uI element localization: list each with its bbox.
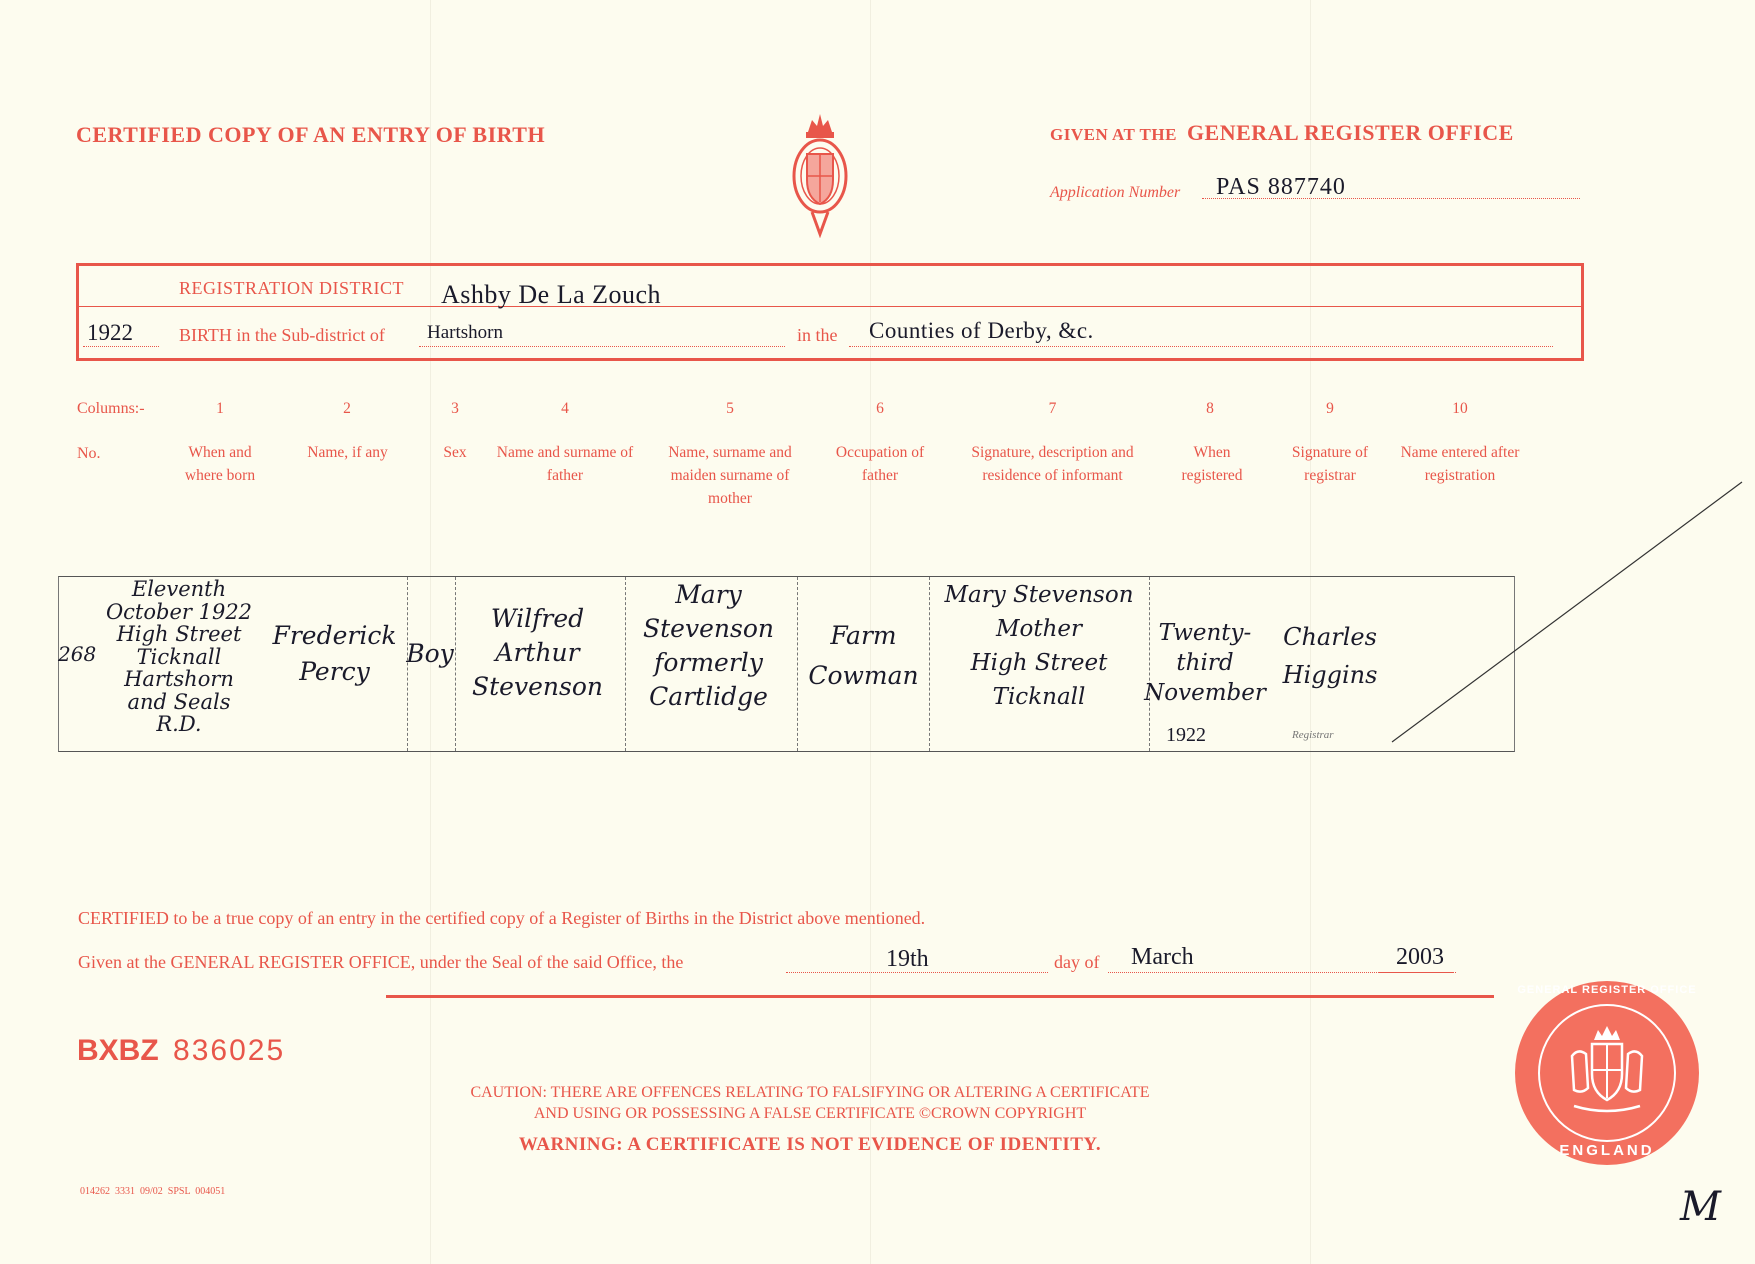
- informant-line-4: Ticknall: [992, 684, 1086, 710]
- occupation-line-1: Farm: [830, 621, 897, 650]
- day-of-label: day of: [1054, 952, 1100, 972]
- given-at-line: [1050, 120, 1514, 146]
- certificate-title: CERTIFIED COPY OF AN ENTRY OF BIRTH: [76, 122, 546, 147]
- column-header-1: When and where born: [184, 444, 256, 484]
- father-line-2: Arthur: [495, 638, 580, 667]
- informant-line-3: High Street: [970, 650, 1108, 676]
- seal-top-text: GENERAL REGISTER OFFICE: [1517, 984, 1697, 996]
- handwritten-annotation: M: [1680, 1184, 1721, 1230]
- registered-line-3: November: [1144, 680, 1266, 706]
- column-number-2: 2: [343, 400, 351, 417]
- certification-month: March: [1131, 944, 1194, 970]
- caution-line-2: AND USING OR POSSESSING A FALSE CERTIFICATE ©CROWN COPYRIGHT: [533, 1105, 1087, 1122]
- entry-occupation: [796, 616, 931, 696]
- registered-line-2: third: [1176, 650, 1234, 676]
- column-number-9: 9: [1326, 400, 1334, 417]
- subdistrict-value: Hartshorn: [427, 322, 503, 343]
- county-dots: [849, 346, 1553, 347]
- registrar-line-2: Higgins: [1282, 661, 1378, 689]
- column-header-4: Name and surname of father: [496, 444, 634, 484]
- cancellation-line: [1390, 480, 1750, 750]
- entry-sex: Boy: [406, 639, 454, 668]
- serial-prefix: BXBZ: [77, 1034, 159, 1067]
- application-row: [1050, 176, 1580, 202]
- subdistrict-dots: [419, 346, 785, 347]
- column-number-4: 4: [561, 400, 569, 417]
- given-prefix: Given at the GENERAL REGISTER OFFICE, under the Seal of the said Office, the: [78, 952, 684, 972]
- entry-informant: [930, 578, 1148, 714]
- in-the-label: in the: [797, 325, 838, 345]
- county-value: Counties of Derby, &c.: [869, 318, 1094, 343]
- when-line-5: Hartshorn: [124, 667, 234, 691]
- district-label: REGISTRATION DISTRICT: [179, 278, 404, 298]
- column-number-6: 6: [876, 400, 884, 417]
- column-header-7: Signature, description and residence of informant: [971, 444, 1134, 484]
- mother-line-3: formerly: [654, 648, 763, 677]
- when-line-2: October 1922: [105, 599, 253, 624]
- informant-line-2: Mother: [995, 616, 1083, 642]
- footer-code: 014262 3331 09/02 SPSL 004051: [80, 1186, 226, 1197]
- entry-name: [262, 618, 407, 690]
- column-header-9: Signature of registrar: [1291, 444, 1369, 484]
- name-line-2: Percy: [299, 657, 370, 686]
- registrar-caption: Registrar: [1292, 729, 1334, 741]
- when-line-4: Ticknall: [136, 644, 222, 669]
- name-line-1: Frederick: [272, 621, 397, 650]
- certification-year: 2003: [1396, 944, 1444, 970]
- entry-no: 268: [58, 642, 97, 666]
- mother-line-1: Mary: [675, 580, 742, 609]
- given-at-office: GENERAL REGISTER OFFICE: [1186, 120, 1514, 145]
- column-number-10: 10: [1452, 400, 1468, 417]
- serial-number: [77, 1034, 285, 1068]
- caution-line-1: CAUTION: THERE ARE OFFENCES RELATING TO FALSIFYING OR ALTERING A CERTIFICATE: [470, 1084, 1150, 1101]
- entry-registrar: [1265, 618, 1395, 694]
- certification-rule: [386, 995, 1494, 998]
- entry-mother: [626, 578, 791, 714]
- entry-father: [455, 602, 620, 704]
- father-line-3: Stevenson: [472, 672, 603, 701]
- district-box: [76, 263, 1584, 361]
- general-register-office-seal: [1512, 978, 1702, 1168]
- column-header-2: Name, if any: [307, 444, 388, 461]
- column-number-1: 1: [216, 400, 224, 417]
- certification-line-1: CERTIFIED to be a true copy of an entry in the certified copy of a Register of Births in the District above mentioned.: [78, 908, 926, 928]
- column-header-8: When registered: [1181, 444, 1243, 484]
- column-number-8: 8: [1206, 400, 1214, 417]
- when-line-7: R.D.: [156, 712, 202, 736]
- column-header-6: Occupation of father: [835, 444, 925, 484]
- subdistrict-label: BIRTH in the Sub-district of: [179, 325, 385, 345]
- occupation-line-2: Cowman: [808, 661, 919, 690]
- column-header-3: Sex: [443, 444, 467, 461]
- column-number-7: 7: [1048, 400, 1057, 417]
- district-divider: [79, 306, 1581, 307]
- certification-day: 19th: [886, 946, 929, 972]
- warning-line: WARNING: A CERTIFICATE IS NOT EVIDENCE OF IDENTITY.: [518, 1134, 1102, 1155]
- year-line: [1378, 972, 1456, 973]
- when-line-1: Eleventh: [131, 577, 227, 601]
- serial-digits: 836025: [173, 1034, 286, 1067]
- royal-crest: [790, 110, 850, 238]
- entry-registered-year: 1922: [1166, 724, 1206, 746]
- when-line-3: High Street: [116, 622, 242, 646]
- year-dots: [83, 346, 159, 347]
- caution-block: [360, 1082, 1260, 1155]
- columns-label: Columns:-: [77, 400, 145, 417]
- mother-line-4: Cartlidge: [649, 682, 768, 711]
- informant-line-1: Mary Stevenson: [944, 582, 1134, 608]
- registrar-line-1: Charles: [1283, 623, 1377, 651]
- column-header-10: Name entered after registration: [1400, 444, 1520, 484]
- no-label: No.: [77, 445, 101, 462]
- application-label: Application Number: [1050, 184, 1181, 201]
- birth-year: 1922: [87, 320, 133, 345]
- given-at-prefix: GIVEN AT THE: [1050, 125, 1177, 144]
- column-number-5: 5: [726, 400, 734, 417]
- entry-when-where: [100, 578, 258, 736]
- district-value: Ashby De La Zouch: [441, 280, 662, 309]
- seal-bottom-text: ENGLAND: [1559, 1142, 1655, 1159]
- mother-line-2: Stevenson: [643, 614, 774, 643]
- column-number-3: 3: [451, 400, 459, 417]
- father-line-1: Wilfred: [490, 604, 585, 633]
- when-line-6: and Seals: [127, 689, 231, 714]
- application-number: PAS 887740: [1216, 174, 1346, 200]
- certification-line-2: [78, 944, 1478, 980]
- entry-registered: [1140, 618, 1270, 708]
- registered-line-1: Twenty-: [1158, 620, 1252, 646]
- column-header-5: Name, surname and maiden surname of mother: [668, 444, 792, 507]
